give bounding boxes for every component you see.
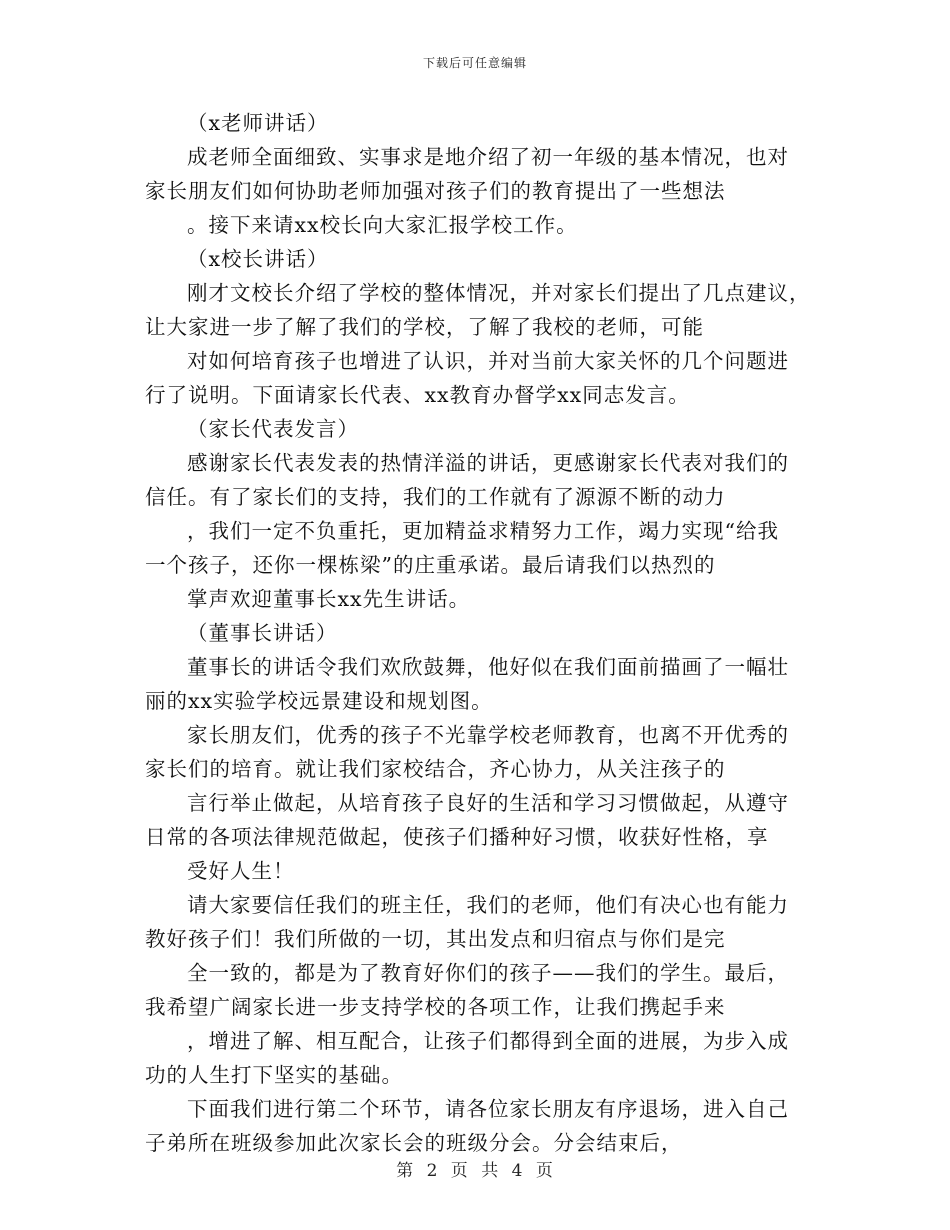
text-line: 家长朋友们如何协助老师加强对孩子们的教育提出了一些想法 [145, 179, 726, 203]
text-line: 董事长的讲话令我们欢欣鼓舞，他好似在我们面前描画了一幅壮 [187, 655, 789, 679]
text-line: 让大家进一步了解了我们的学校，了解了我校的老师，可能 [145, 315, 704, 339]
text-line: 感谢家长代表发表的热情洋溢的讲话，更感谢家长代表对我们的 [187, 451, 789, 475]
text-line: 请大家要信任我们的班主任，我们的老师，他们有决心也有能力 [187, 893, 789, 917]
text-line: 全一致的，都是为了教育好你们的孩子——我们的学生。最后， [187, 961, 789, 985]
text-line: 对如何培育孩子也增进了认识，并对当前大家关怀的几个问题进 [187, 349, 789, 373]
text-line: （董事长讲话） [187, 621, 338, 645]
text-line: 日常的各项法律规范做起，使孩子们播种好习惯，收获好性格，享 [145, 825, 769, 849]
text-line: ，我们一定不负重托，更加精益求精努力工作，竭力实现“给我 [187, 519, 779, 543]
text-line: 受好人生！ [187, 859, 295, 883]
text-line: 功的人生打下坚实的基础。 [145, 1063, 403, 1087]
text-line: 家长朋友们，优秀的孩子不光靠学校老师教育，也离不开优秀的 [187, 723, 789, 747]
text-line: （x校长讲话） [187, 247, 329, 271]
text-line: 我希望广阔家长进一步支持学校的各项工作，让我们携起手来 [145, 995, 726, 1019]
text-line: 掌声欢迎董事长xx先生讲话。 [187, 587, 471, 611]
text-line: 子弟所在班级参加此次家长会的班级分会。分会结束后， [145, 1131, 683, 1155]
text-line: 家长们的培育。就让我们家校结合，齐心协力，从关注孩子的 [145, 757, 726, 781]
text-line: 信任。有了家长们的支持，我们的工作就有了源源不断的动力 [145, 485, 726, 509]
text-line: 教好孩子们！我们所做的一切，其出发点和归宿点与你们是完 [145, 927, 726, 951]
text-line: 行了说明。下面请家长代表、xx教育办督学xx同志发言。 [145, 383, 690, 407]
text-line: 一个孩子，还你一棵栋梁”的庄重承诺。最后请我们以热烈的 [145, 553, 716, 577]
text-line: 。接下来请xx校长向大家汇报学校工作。 [187, 213, 578, 237]
page-number: 第 2 页 共 4 页 [396, 1161, 554, 1181]
text-line: 成老师全面细致、实事求是地介绍了初一年级的基本情况，也对 [187, 145, 789, 169]
text-line: （x老师讲话） [187, 111, 329, 135]
text-line: ，增进了解、相互配合，让孩子们都得到全面的进展，为步入成 [187, 1029, 789, 1053]
text-line: （家长代表发言） [187, 417, 359, 441]
text-line: 刚才文校长介绍了学校的整体情况，并对家长们提出了几点建议， [187, 281, 811, 305]
text-line: 言行举止做起，从培育孩子良好的生活和学习习惯做起，从遵守 [187, 791, 789, 815]
text-line: 丽的xx实验学校远景建设和规划图。 [145, 689, 493, 713]
page-header: 下载后可任意编辑 [422, 56, 527, 70]
text-line: 下面我们进行第二个环节，请各位家长朋友有序退场，进入自己 [187, 1097, 789, 1121]
